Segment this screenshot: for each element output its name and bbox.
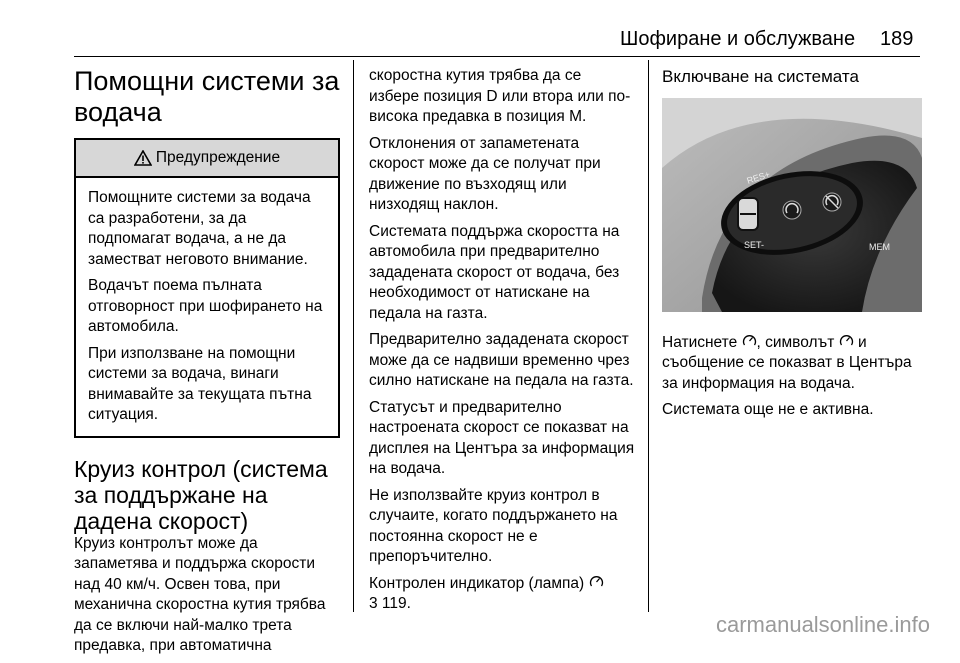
warning-body [76,178,338,436]
paragraph: Предварително зададената скорост може да се надвиши временно чрез силно натискане на педала на газта. [369,331,634,389]
page-number: 189 [880,28,914,50]
paragraph: Отклонения от запаметената скорост може да се получат при движение по възходящ или низходящ наклон. [369,134,601,213]
section-heading: Включване на системата [662,67,859,86]
paragraph: Системата още не е активна. [662,401,874,418]
page-reference[interactable]: 119. [377,595,411,612]
warning-box [74,138,340,438]
column-2 [369,66,635,621]
warning-icon [134,150,152,166]
section-intro: Круиз контролът може да запаметява и поддържа скорости над 40 км/ч. Освен това, при механична скоростна кутия трябва да се включи най-малко трета предавка, при автоматична [74,534,326,654]
section-title: Круиз контрол (система за поддържане на дадена скорост) [74,455,328,534]
page-header-title: Шофиране и обслужване [620,28,856,50]
watermark: carmanualsonline.info [715,612,930,637]
paragraph: скоростна кутия трябва да се избере позиция D или втора или по-висока предавка в позиция M. [369,67,631,125]
column-1 [74,66,340,663]
cruise-control-icon [839,334,854,347]
column-divider-2 [648,60,649,612]
page-ref-arrow-icon: 3 [369,595,378,612]
column-3 [662,66,924,427]
paragraph: Не използвайте круиз контрол в случаите, когато поддържането на постоянна скорост не е препоръчително. [369,486,618,565]
header-rule [74,56,920,57]
cruise-control-icon [742,334,757,347]
res-label: RES+ [745,169,772,186]
steering-wheel-controls-photo [662,98,922,312]
warning-heading: Предупреждение [155,148,281,166]
paragraph: Статусът и предварително настроената скорост се показват на дисплея на Центъра за информация на водача. [369,398,635,477]
warning-paragraph: Помощните системи за водача са разработени, за да подпомагат водача, а не да заместват неговото внимание. [88,189,311,268]
paragraph: Контролен индикатор (лампа) 3 119. [369,574,635,615]
column-divider-1 [353,60,354,612]
set-label: SET- [744,240,765,250]
paragraph: Системата поддържа скоростта на автомобила при предварително зададената скорост от водача, без необходимост от натискане на педала на газта. [369,222,620,322]
cruise-control-icon [589,575,604,588]
warning-header [76,140,338,178]
warning-paragraph: При използване на помощни системи за водача, винаги внимавайте за текущата пътна ситуация. [88,344,312,423]
mem-label: MEM [869,242,890,252]
warning-paragraph: Водачът поема пълната отговорност при шофирането на автомобила. [88,277,323,335]
page-title: Помощни системи за водача [74,66,340,127]
gear-position-m: M [569,108,583,125]
paragraph: Натиснете , символът и съобщение се показват в Центъра за информация на водача. [662,333,912,392]
gear-position-d: D [486,87,498,105]
